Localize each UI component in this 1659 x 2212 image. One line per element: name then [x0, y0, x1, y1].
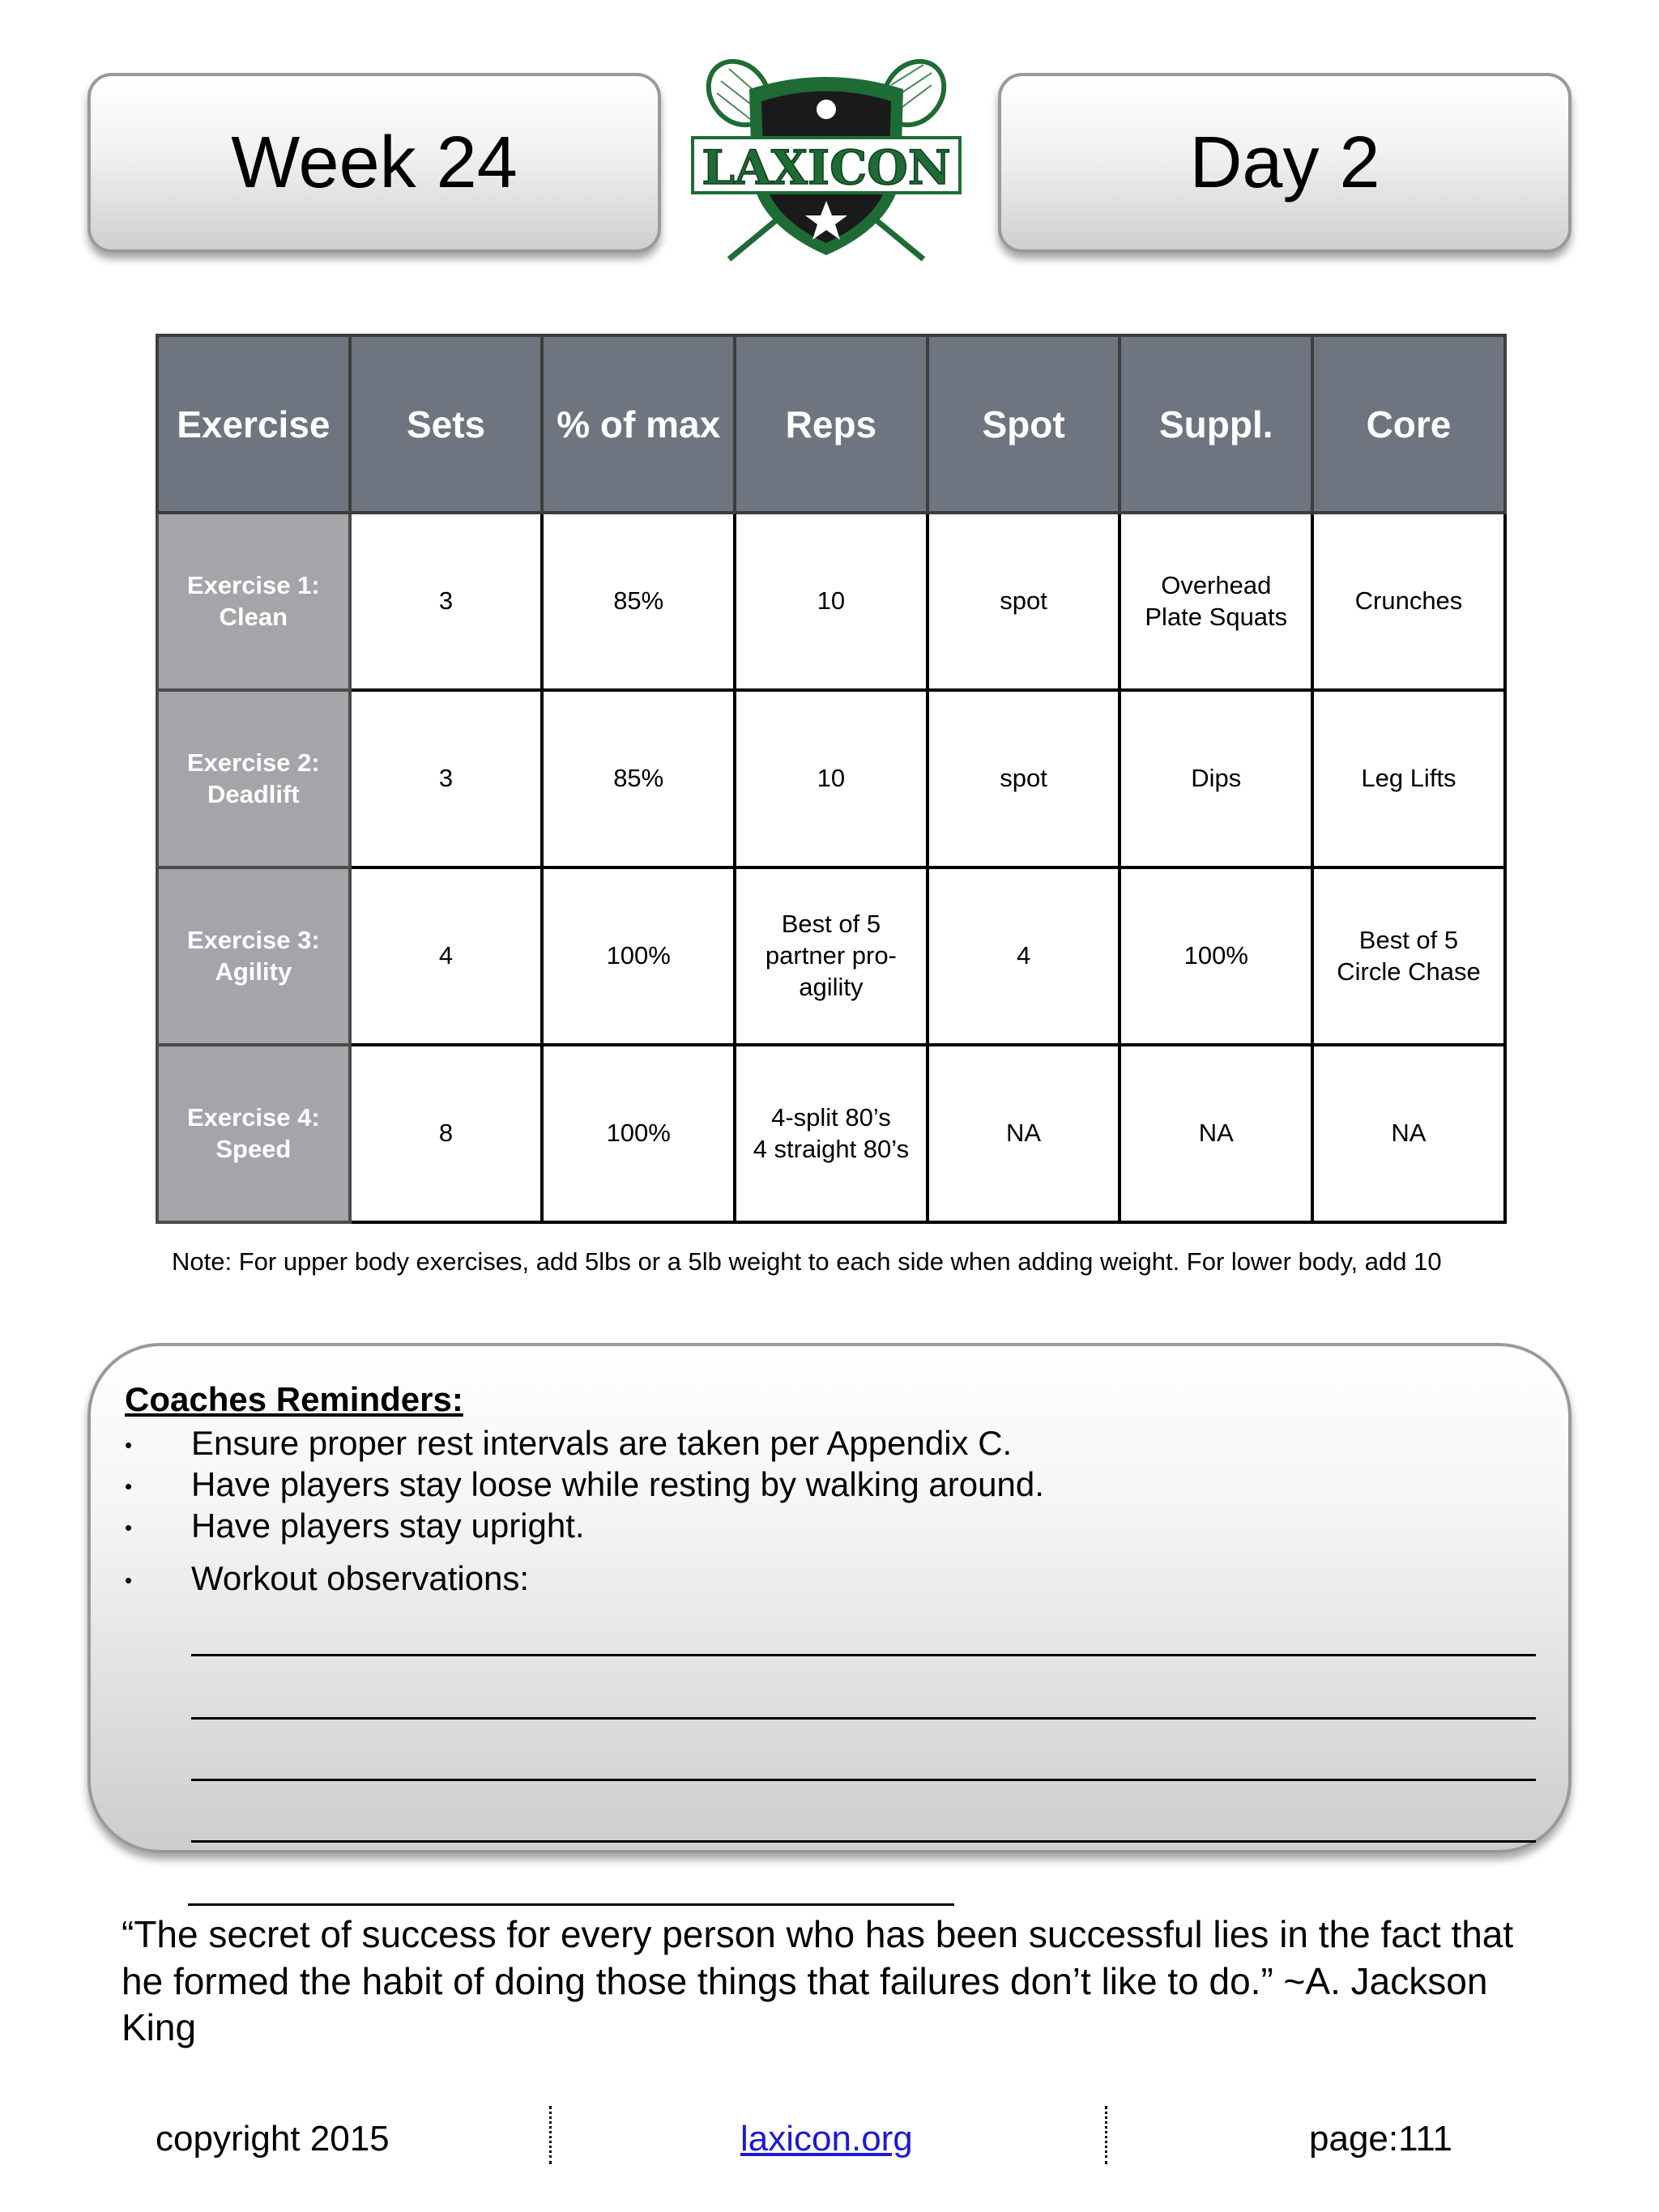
table-row	[157, 513, 1505, 690]
day-label: Day 2	[998, 73, 1572, 253]
bullet-icon: •	[125, 1568, 133, 1593]
core-cell: Crunches	[1312, 513, 1505, 690]
sets-cell: 3	[350, 690, 543, 867]
coaches-reminders	[87, 1343, 1572, 1853]
workout-table	[156, 334, 1507, 1224]
percent-max-cell: 100%	[542, 867, 735, 1045]
percent-max-cell: 85%	[542, 690, 735, 867]
suppl-cell: Dips	[1120, 690, 1312, 867]
observation-line[interactable]	[191, 1779, 1536, 1781]
exercise-cell: Exercise 1: Clean	[157, 513, 350, 690]
weight-note: Note: For upper body exercises, add 5lbs or a 5lb weight to each side when adding weight. For lower body, add 10	[172, 1247, 1442, 1276]
suppl-cell: NA	[1120, 1045, 1312, 1222]
col-header: Sets	[350, 335, 543, 513]
laxicon-logo	[689, 57, 964, 267]
table-row	[157, 690, 1505, 867]
reminder-item: • Ensure proper rest intervals are taken per Appendix C.	[125, 1424, 1013, 1462]
reps-cell: 4-split 80’s 4 straight 80’s	[735, 1045, 928, 1222]
spot-cell: 4	[928, 867, 1120, 1045]
percent-max-cell: 85%	[542, 513, 735, 690]
observation-line[interactable]	[191, 1717, 1536, 1720]
page-number: page:111	[1309, 2119, 1452, 2159]
exercise-cell: Exercise 2: Deadlift	[157, 690, 350, 867]
col-header: Exercise	[157, 335, 350, 513]
logo-text: LAXICON	[702, 140, 951, 195]
observation-line[interactable]	[191, 1654, 1536, 1656]
website-link[interactable]: laxicon.org	[740, 2119, 913, 2159]
exercise-cell: Exercise 3: Agility	[157, 867, 350, 1045]
footer-divider	[549, 2106, 552, 2164]
observation-line[interactable]	[188, 1903, 954, 1906]
reminders-title: Coaches Reminders:	[125, 1380, 463, 1418]
spot-cell: NA	[928, 1045, 1120, 1222]
spot-cell: spot	[928, 513, 1120, 690]
bullet-icon: •	[125, 1515, 133, 1541]
week-label: Week 24	[87, 73, 661, 253]
bullet-icon: •	[125, 1433, 133, 1458]
table-row	[157, 867, 1505, 1045]
reminder-item: • Have players stay upright.	[125, 1507, 585, 1545]
reps-cell: 10	[735, 690, 928, 867]
sets-cell: 3	[350, 513, 543, 690]
footer-divider	[1105, 2106, 1107, 2164]
core-cell: NA	[1312, 1045, 1505, 1222]
col-header: % of max	[542, 335, 735, 513]
exercise-cell: Exercise 4: Speed	[157, 1045, 350, 1222]
reps-cell: 10	[735, 513, 928, 690]
table-row	[157, 1045, 1505, 1222]
reminder-item: • Have players stay loose while resting by walking around.	[125, 1465, 1044, 1503]
copyright-text: copyright 2015	[156, 2119, 390, 2159]
motivational-quote: “The secret of success for every person who has been successful lies in the fact that he formed the habit of doing those things that failures don’t like to do.” ~A. Jackson King	[122, 1913, 1514, 2048]
percent-max-cell: 100%	[542, 1045, 735, 1222]
col-header: Core	[1312, 335, 1505, 513]
observation-line[interactable]	[191, 1840, 1536, 1843]
core-cell: Leg Lifts	[1312, 690, 1505, 867]
col-header: Spot	[928, 335, 1120, 513]
sets-cell: 8	[350, 1045, 543, 1222]
reminder-item: • Workout observations:	[125, 1559, 530, 1597]
spot-cell: spot	[928, 690, 1120, 867]
table-header-row	[157, 335, 1505, 513]
bullet-icon: •	[125, 1474, 133, 1499]
core-cell: Best of 5 Circle Chase	[1312, 867, 1505, 1045]
col-header: Reps	[735, 335, 928, 513]
suppl-cell: 100%	[1120, 867, 1312, 1045]
suppl-cell: Overhead Plate Squats	[1120, 513, 1312, 690]
reps-cell: Best of 5 partner pro- agility	[735, 867, 928, 1045]
col-header: Suppl.	[1120, 335, 1312, 513]
sets-cell: 4	[350, 867, 543, 1045]
